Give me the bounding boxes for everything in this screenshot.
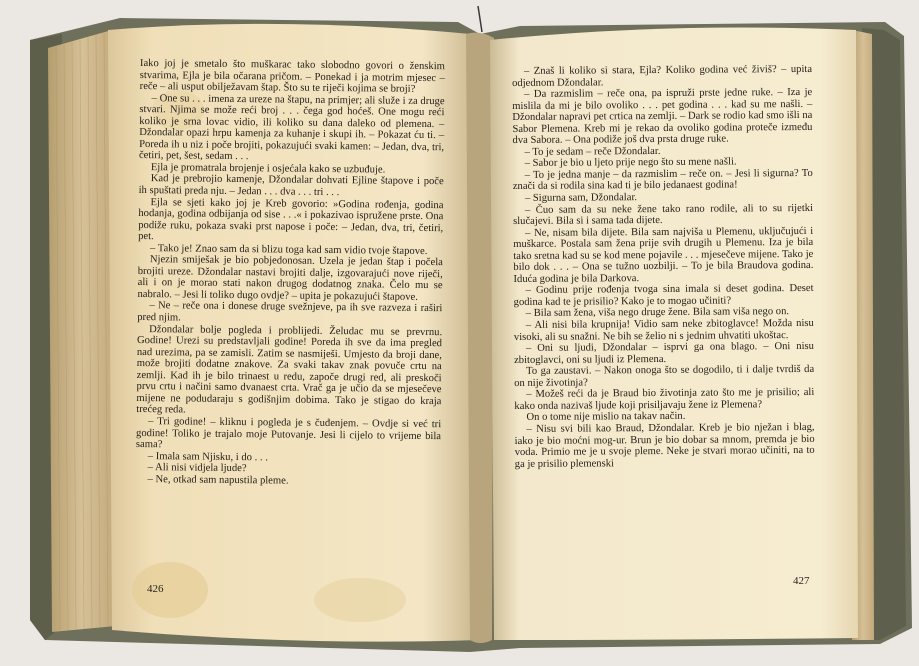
paragraph: – Imala sam Njisku, i do . . . bbox=[147, 450, 268, 463]
paragraph: – Oni su ljudi, Džondalar – isprvi ga ona blago. – Oni nisu zbitoglavci, oni su ljudi iz Plemena. bbox=[514, 341, 815, 366]
paragraph: – Nisu svi bili kao Braud, Džondalar. Kreb je bio nježan i blag, iako je bio moćni mog-ur. Brun je bio dobar sa mnom, premda je bio voda. Primio me je u svoje pleme. Neke je stvari morao učiniti, na to ga je prisilio plemenski bbox=[514, 421, 815, 470]
paragraph: Iako joj je smetalo što muškarac tako slobodno govori o ženskim stvarima, Ejla je bila očarana pričom. – Ponekad i ja motrim mjesec – reče – ali usput obilježavam štap. Što su te riječi kojima se broji? bbox=[139, 58, 445, 95]
page-number-right: 427 bbox=[793, 575, 810, 587]
paragraph: – Ne – reče ona i donese druge svežnjeve, pa ih sve razveza i raširi pred njim. bbox=[137, 300, 443, 324]
paragraph: – Ne, otkad sam napustila pleme. bbox=[147, 473, 289, 487]
paragraph: – Ali nisi vidjela ljude? bbox=[147, 462, 247, 475]
paragraph: – To je jedna manje – da razmislim – reče on. – Jesi li sigurna? To znači da si rodila sina kad ti je bilo jedanaest godina! bbox=[512, 167, 813, 193]
left-page-text bbox=[136, 58, 445, 488]
paragraph: To ga zaustavi. – Nakon onoga što se dogodilo, ti i dalje tvrdiš da on nije životinja? bbox=[514, 364, 815, 389]
paragraph: – Sigurna sam, Džondalar. bbox=[524, 192, 638, 204]
paragraph: – Ali nisi bila krupnija! Vidio sam neke zbitoglavce! Možda nisu visoki, ali su snažni. Ne bih se želio ni s jednim uhvatiti ukoštac. bbox=[513, 317, 814, 343]
paragraph: Kad je prebrojio kamenje, Džondalar dohvati Ejline štapove i poče ih spuštati preda nju. – Jedan . . . dva . . . tri . . . bbox=[138, 173, 444, 199]
paragraph: – Bila sam žena, viša nego druge žene. Bila sam viša nego on. bbox=[525, 306, 790, 320]
paragraph: – To je sedam – reče Džondalar. bbox=[524, 145, 661, 158]
paragraph: Njezin smiješak je bio pobjedonosan. Uzela je jedan štap i počela brojiti ureze. Džondalar nastavi brojiti dalje, izgovarajući nove riječi, ali i on je morao stati nakon drugog dodatnog znaka. Čelo mu se nabralo. – Jesi li toliko dugo ovdje? – upita je pokazujući štapove. bbox=[137, 254, 443, 303]
paragraph: – Godinu prije rođenja tvoga sina imala si deset godina. Deset godina kad te je prisilio? Kako je to mogao učiniti? bbox=[513, 283, 814, 308]
paragraph: – Sabor je bio u ljeto prije nego što su mene našli. bbox=[524, 156, 737, 170]
page-number-left: 426 bbox=[147, 583, 164, 595]
paragraph: Ejla se sjeti kako joj je Kreb govorio: »Godina rođenja, godina hodanja, godina odbijanja od sise . . .« i pokazivao ispružene prste. Ona podiže ruku, pokaza svaki prst napose i poče: – Jedan, dva, tri, četiri, pet. bbox=[138, 196, 444, 243]
paragraph: – Da razmislim – reče ona, pa ispruži prste jedne ruke. – Iza je mislila da mi je bilo ovoliko . . . pet godina . . . kad su me našli. – Džondalar napravi pet crtica na zemlji. – Dark se rodio kad smo išli na Sabor Plemena. Kreb mi je rekao da ovoliko godina proteče između dva Sabora. – Ona podiže još dva prsta druge ruke. bbox=[512, 86, 813, 147]
paragraph: – Možeš reći da je Braud bio životinja zato što me je prisilio; ali kako onda nazivaš ljude koji prisiljavaju žene iz Plemena? bbox=[514, 387, 815, 412]
book-gutter bbox=[466, 33, 494, 643]
paragraph: – Znaš li koliko si stara, Ejla? Koliko godina već živiš? – upita odjednom Džondalar. bbox=[512, 63, 813, 89]
right-page-text bbox=[512, 64, 815, 470]
paragraph: – Ne, nisam bila dijete. Bila sam najviša u Plemenu, uključujući i muškarce. Postala sam žena prije svih drugih u Plemenu. Iza je bila tako sretna kad su se kod mene pojavile . . . mjesečeve mijene. Tako je bilo dok . . . – Ona se tužno uozbilji. – To je bila Braudova godina. Iduća godina je bila Darkova. bbox=[513, 225, 814, 285]
paragraph: – Tri godine! – kliknu i pogleda je s čuđenjem. – Ovdje si već tri godine! Toliko je trajalo moje Putovanje. Jesi li cijelo to vrijeme bila sama? bbox=[135, 416, 442, 451]
paragraph: On o tome nije mislio na takav način. bbox=[526, 411, 686, 424]
paragraph: Džondalar bolje pogleda i problijedi. Želudac mu se prevrnu. Godine! Urezi su predstavljali godine! Poreda ih sve da ima pregled nad urezima, pa se zamisli. Zatim se nasmiješi. Umjesto da broji dane, može brojiti dodatne znakove. Za svaki takav znak povuče crtu na zemlji. Kad ih je bilo trinaest u redu, započe drugi red, ali preskoči prvu crtu i načini samo dvanaest crta. Vrač ga je učio da se mjesečeve mijene ne podudaraju s godišnjim dobima. Tako je stigao do kraja trećeg reda. bbox=[136, 323, 443, 416]
paragraph: – Čuo sam da su neke žene tako rano rodile, ali to su rijetki slučajevi. Bila si i sama tada dijete. bbox=[513, 202, 814, 228]
bookmark-thread bbox=[478, 6, 482, 32]
paragraph: – Tako je! Znao sam da si blizu toga kad sam vidio tvoje štapove. bbox=[149, 242, 428, 257]
paragraph: – One su . . . imena za ureze na štapu, na primjer; ali služe i za druge stvari. Njima se može reći broj . . . čega god hoćeš. One mogu reći koliko je srna lovac vidio, ili koliko su dana daleko od plemena. – Džondalar opazi hrpu kamenja za kuhanje i skupi ih. – Pokazat ću ti. – Poreda ih u niz i poče brojiti, pokazujući svaki kamen: – Jedan, dva, tri, četiri, pet, šest, sedam . . . bbox=[138, 92, 445, 163]
paragraph: Ejla je promatrala brojenje i osjećala kako se uzbuđuje. bbox=[150, 162, 386, 176]
